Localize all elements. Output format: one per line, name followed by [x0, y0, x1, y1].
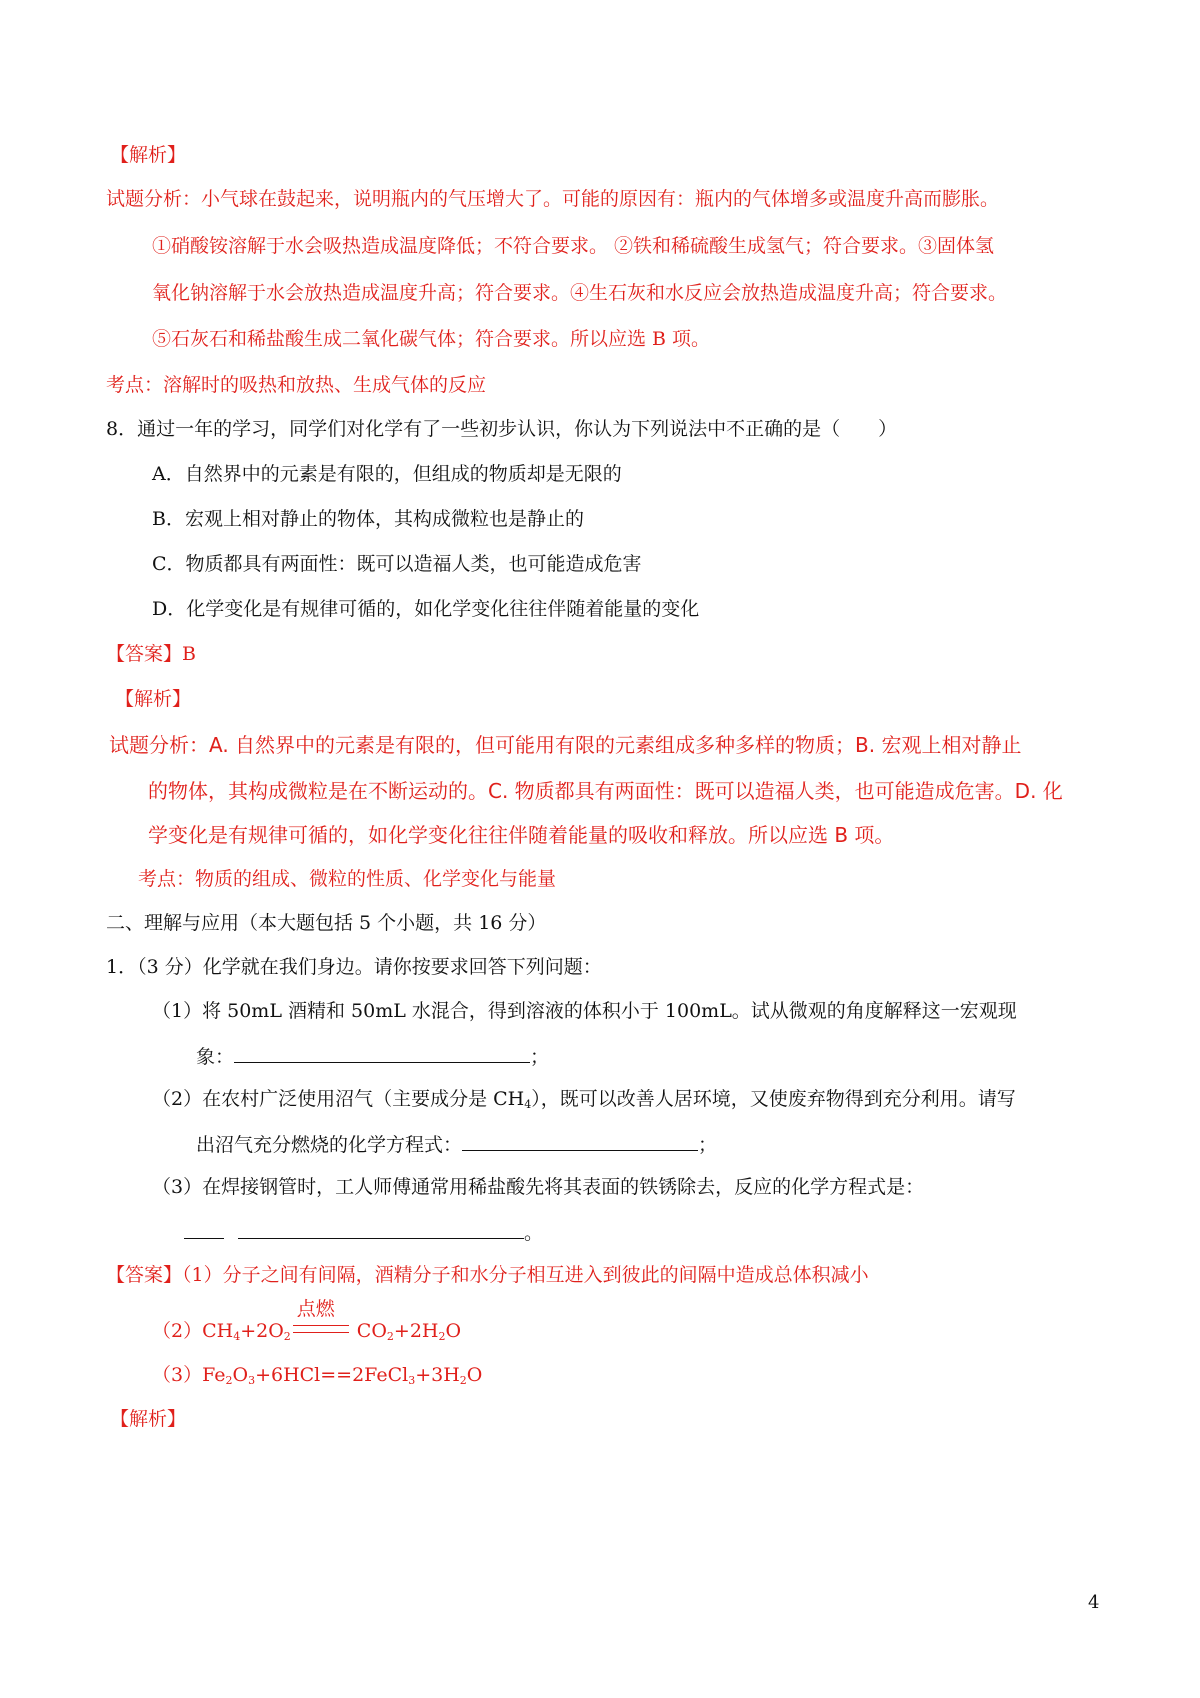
sub-question-1: （1）将 50mL 酒精和 50mL 水混合，得到溶液的体积小于 100mL。试从微观的角度解释这一宏观现: [152, 1000, 1017, 1022]
subscript: 2: [386, 1330, 394, 1343]
analysis-text-line: ①硝酸铵溶解于水会吸热造成温度降低；不符合要求。 ②铁和稀硫酸生成氢气；符合要求。③固体氢: [152, 235, 995, 257]
equation-text: +2H: [393, 1320, 439, 1342]
answer-line: [106, 641, 196, 667]
blank-suffix: 。: [524, 1222, 544, 1244]
answer-3-equation: [152, 1362, 482, 1388]
subscript: 2: [438, 1330, 446, 1343]
key-point: 考点：溶解时的吸热和放热、生成气体的反应: [106, 374, 487, 396]
equation-text: O: [466, 1364, 483, 1386]
answer-blank[interactable]: [238, 1218, 524, 1239]
option-d: D．化学变化是有规律可循的，如化学变化往往伴随着能量的变化: [152, 598, 700, 620]
option-a: A．自然界中的元素是有限的，但组成的物质却是无限的: [152, 463, 622, 485]
section-heading: 二、理解与应用（本大题包括 5 个小题，共 16 分）: [106, 912, 547, 934]
analysis-heading: 【解析】: [110, 1408, 187, 1430]
subscript: 3: [408, 1374, 416, 1387]
subscript: 4: [524, 1098, 532, 1111]
question-stem: 8．通过一年的学习，同学们对化学有了一些初步认识，你认为下列说法中不正确的是（ ）: [106, 418, 898, 440]
sub-question-1-blank-line: [196, 1042, 549, 1070]
analysis-text-line: 试题分析：A. 自然界中的元素是有限的，但可能用有限的元素组成多种多样的物质；B. 宏观上相对静止: [109, 733, 1022, 757]
analysis-text-line: 的物体，其构成微粒是在不断运动的。C. 物质都具有两面性：既可以造福人类，也可能造成危害。D. 化: [148, 779, 1063, 803]
sub-question-3: （3）在焊接钢管时，工人师傅通常用稀盐酸先将其表面的铁锈除去，反应的化学方程式是：: [152, 1176, 925, 1198]
analysis-text-line: ⑤石灰石和稀盐酸生成二氧化碳气体；符合要求。所以应选 B 项。: [152, 328, 711, 350]
blank-prefix: 象：: [196, 1046, 235, 1068]
equation-text: （3）Fe: [152, 1364, 226, 1386]
answer-blank[interactable]: [184, 1218, 224, 1239]
page-number: 4: [1088, 1592, 1100, 1613]
sub-question-2-blank-line: [196, 1130, 717, 1158]
answer-label: 【答案】: [106, 1264, 183, 1286]
analysis-heading: 【解析】: [110, 144, 187, 166]
subscript: 2: [459, 1374, 467, 1387]
subscript: 2: [283, 1330, 291, 1343]
subscript: 3: [248, 1374, 256, 1387]
option-c: C．物质都具有两面性：既可以造福人类，也可能造成危害: [152, 553, 642, 575]
blank-prefix: 出沼气充分燃烧的化学方程式：: [196, 1134, 463, 1156]
analysis-text-line: 试题分析：小气球在鼓起来，说明瓶内的气压增大了。可能的原因有：瓶内的气体增多或温度升高而膨胀。: [106, 188, 1000, 210]
answer-1: （1）分子之间有间隔，酒精分子和水分子相互进入到彼此的间隔中造成总体积减小: [182, 1264, 869, 1286]
sub-question-2-text: （2）在农村广泛使用沼气（主要成分是 CH: [152, 1088, 525, 1110]
option-b: B．宏观上相对静止的物体，其构成微粒也是静止的: [152, 508, 584, 530]
equals-sign: [293, 1325, 349, 1333]
equation-text: +2O: [240, 1320, 284, 1342]
key-point: 考点：物质的组成、微粒的性质、化学变化与能量: [138, 868, 557, 890]
subscript: 2: [225, 1374, 233, 1387]
answer-blank[interactable]: [462, 1130, 698, 1151]
equation-text: O: [445, 1320, 462, 1342]
equation-text: +3H: [415, 1364, 460, 1386]
reaction-condition: 点燃: [296, 1298, 335, 1320]
subscript: 4: [233, 1330, 241, 1343]
answer-blank[interactable]: [234, 1042, 530, 1063]
answer-label: 【答案】: [106, 643, 183, 665]
reaction-arrow: [291, 1298, 357, 1344]
equation-text: （2）CH: [152, 1320, 234, 1342]
answer-line: [106, 1262, 869, 1288]
sub-question-3-blank-line: [184, 1218, 543, 1246]
blank-suffix: ；: [530, 1046, 550, 1068]
equation-text: O: [232, 1364, 249, 1386]
analysis-heading: 【解析】: [115, 688, 192, 710]
blank-suffix: ；: [698, 1134, 718, 1156]
analysis-text-line: 氧化钠溶解于水会放热造成温度升高；符合要求。④生石灰和水反应会放热造成温度升高；符合要求。: [152, 282, 1008, 304]
answer-value: B: [182, 643, 196, 665]
equation-text: CO: [356, 1320, 387, 1342]
sub-question-2: [152, 1086, 1016, 1112]
analysis-text-line: 学变化是有规律可循的，如化学变化往往伴随着能量的吸收和释放。所以应选 B 项。: [148, 823, 895, 847]
question-stem: 1．（3 分）化学就在我们身边。请你按要求回答下列问题：: [106, 956, 602, 978]
equation-text: +6HCl==2FeCl: [255, 1364, 409, 1386]
answer-2-equation: [152, 1298, 462, 1344]
sub-question-2-text: ），既可以改善人居环境，又使废弃物得到充分利用。请写: [531, 1088, 1016, 1110]
